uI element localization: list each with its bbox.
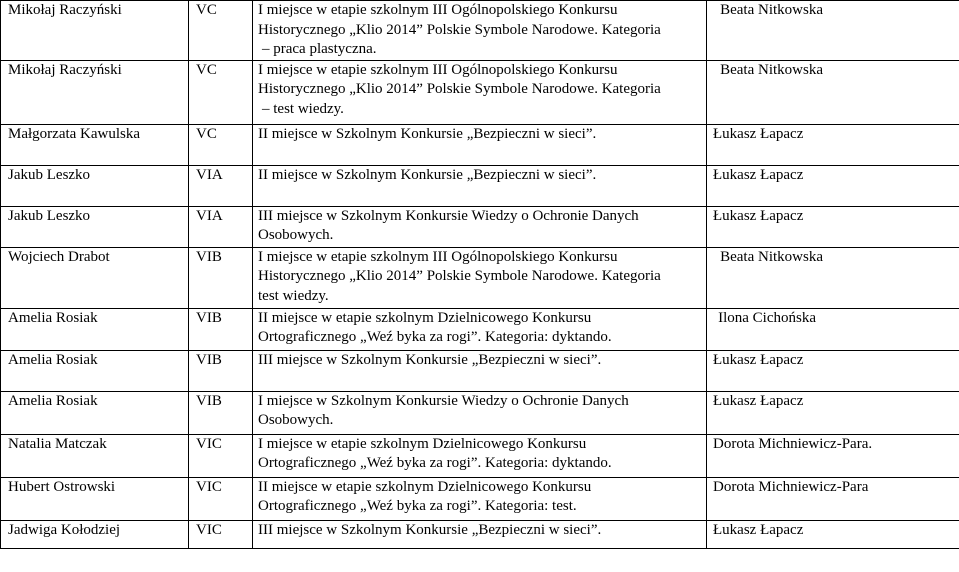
- description-line: Osobowych.: [258, 227, 334, 243]
- student-name: Mikołaj Raczyński: [1, 60, 189, 124]
- student-class: VIA: [189, 165, 253, 206]
- student-class: VIC: [189, 434, 253, 477]
- student-name: Amelia Rosiak: [1, 350, 189, 391]
- student-class: VIB: [189, 308, 253, 350]
- description-line: Ortograficznego „Weź byka za rogi”. Kategoria: dyktando.: [258, 455, 612, 471]
- description-line: I miejsce w Szkolnym Konkursie Wiedzy o Ochronie Danych: [258, 392, 629, 409]
- description-line: Ortograficznego „Weź byka za rogi”. Kategoria: test.: [258, 498, 577, 514]
- description-line: II miejsce w Szkolnym Konkursie „Bezpieczni w sieci”.: [258, 125, 597, 142]
- student-class: VC: [189, 1, 253, 61]
- description-line: III miejsce w Szkolnym Konkursie „Bezpieczni w sieci”.: [258, 351, 602, 368]
- award-description: [253, 434, 707, 477]
- student-class: VC: [189, 60, 253, 124]
- description-line: Osobowych.: [258, 412, 334, 428]
- teacher-name: Beata Nitkowska: [707, 247, 959, 308]
- student-class: VIC: [189, 520, 253, 548]
- description-line: III miejsce w Szkolnym Konkursie „Bezpieczni w sieci”.: [258, 521, 602, 538]
- student-name: Wojciech Drabot: [1, 247, 189, 308]
- table-row: [1, 165, 959, 206]
- table-row: [1, 391, 959, 434]
- table-row: [1, 350, 959, 391]
- award-description: [253, 350, 707, 391]
- table-row: [1, 206, 959, 247]
- teacher-name: Łukasz Łapacz: [707, 520, 959, 548]
- student-class: VIC: [189, 477, 253, 520]
- student-name: Małgorzata Kawulska: [1, 124, 189, 165]
- student-name: Amelia Rosiak: [1, 391, 189, 434]
- description-line: test wiedzy.: [258, 287, 329, 304]
- award-description: [253, 477, 707, 520]
- teacher-name: Łukasz Łapacz: [707, 350, 959, 391]
- description-line: II miejsce w etapie szkolnym Dzielnicowego Konkursu: [258, 309, 592, 326]
- student-name: Amelia Rosiak: [1, 308, 189, 350]
- table-row: [1, 520, 959, 548]
- student-name: Jakub Leszko: [1, 165, 189, 206]
- student-name: Jadwiga Kołodziej: [1, 520, 189, 548]
- award-description: [253, 60, 707, 124]
- student-name: Natalia Matczak: [1, 434, 189, 477]
- teacher-name: Beata Nitkowska: [707, 60, 959, 124]
- teacher-name: Ilona Cichońska: [707, 308, 959, 350]
- description-line: III miejsce w Szkolnym Konkursie Wiedzy o Ochronie Danych: [258, 207, 639, 224]
- description-line: Historycznego „Klio 2014” Polskie Symbole Narodowe. Kategoria: [258, 81, 661, 97]
- award-description: [253, 308, 707, 350]
- description-line: I miejsce w etapie szkolnym III Ogólnopolskiego Konkursu: [258, 248, 618, 265]
- student-class: VC: [189, 124, 253, 165]
- award-description: [253, 165, 707, 206]
- description-line: Historycznego „Klio 2014” Polskie Symbole Narodowe. Kategoria: [258, 21, 661, 38]
- description-line: I miejsce w etapie szkolnym III Ogólnopolskiego Konkursu: [258, 61, 618, 78]
- table-row: [1, 60, 959, 124]
- description-line: I miejsce w etapie szkolnym III Ogólnopolskiego Konkursu: [258, 2, 618, 18]
- student-class: VIB: [189, 350, 253, 391]
- table-row: [1, 434, 959, 477]
- table-row: [1, 247, 959, 308]
- teacher-name: Łukasz Łapacz: [707, 165, 959, 206]
- table-row: [1, 1, 959, 61]
- description-line: – praca plastyczna.: [262, 41, 377, 57]
- teacher-name: Dorota Michniewicz-Para.: [707, 434, 959, 477]
- student-class: VIB: [189, 247, 253, 308]
- award-description: [253, 520, 707, 548]
- description-line: II miejsce w Szkolnym Konkursie „Bezpieczni w sieci”.: [258, 166, 597, 183]
- description-line: – test wiedzy.: [262, 100, 344, 117]
- table-row: [1, 124, 959, 165]
- table-row: [1, 308, 959, 350]
- description-line: II miejsce w etapie szkolnym Dzielnicowego Konkursu: [258, 478, 592, 495]
- description-line: Historycznego „Klio 2014” Polskie Symbole Narodowe. Kategoria: [258, 268, 661, 284]
- student-class: VIB: [189, 391, 253, 434]
- award-description: [253, 124, 707, 165]
- teacher-name: Łukasz Łapacz: [707, 206, 959, 247]
- award-description: [253, 206, 707, 247]
- table-row: [1, 477, 959, 520]
- teacher-name: Łukasz Łapacz: [707, 391, 959, 434]
- student-name: Hubert Ostrowski: [1, 477, 189, 520]
- student-name: Jakub Leszko: [1, 206, 189, 247]
- description-line: I miejsce w etapie szkolnym Dzielnicowego Konkursu: [258, 435, 587, 452]
- student-name: Mikołaj Raczyński: [1, 1, 189, 61]
- description-line: Ortograficznego „Weź byka za rogi”. Kategoria: dyktando.: [258, 329, 612, 345]
- teacher-name: Beata Nitkowska: [707, 1, 959, 61]
- student-class: VIA: [189, 206, 253, 247]
- award-description: [253, 1, 707, 61]
- teacher-name: Dorota Michniewicz-Para: [707, 477, 959, 520]
- award-description: [253, 391, 707, 434]
- award-description: [253, 247, 707, 308]
- teacher-name: Łukasz Łapacz: [707, 124, 959, 165]
